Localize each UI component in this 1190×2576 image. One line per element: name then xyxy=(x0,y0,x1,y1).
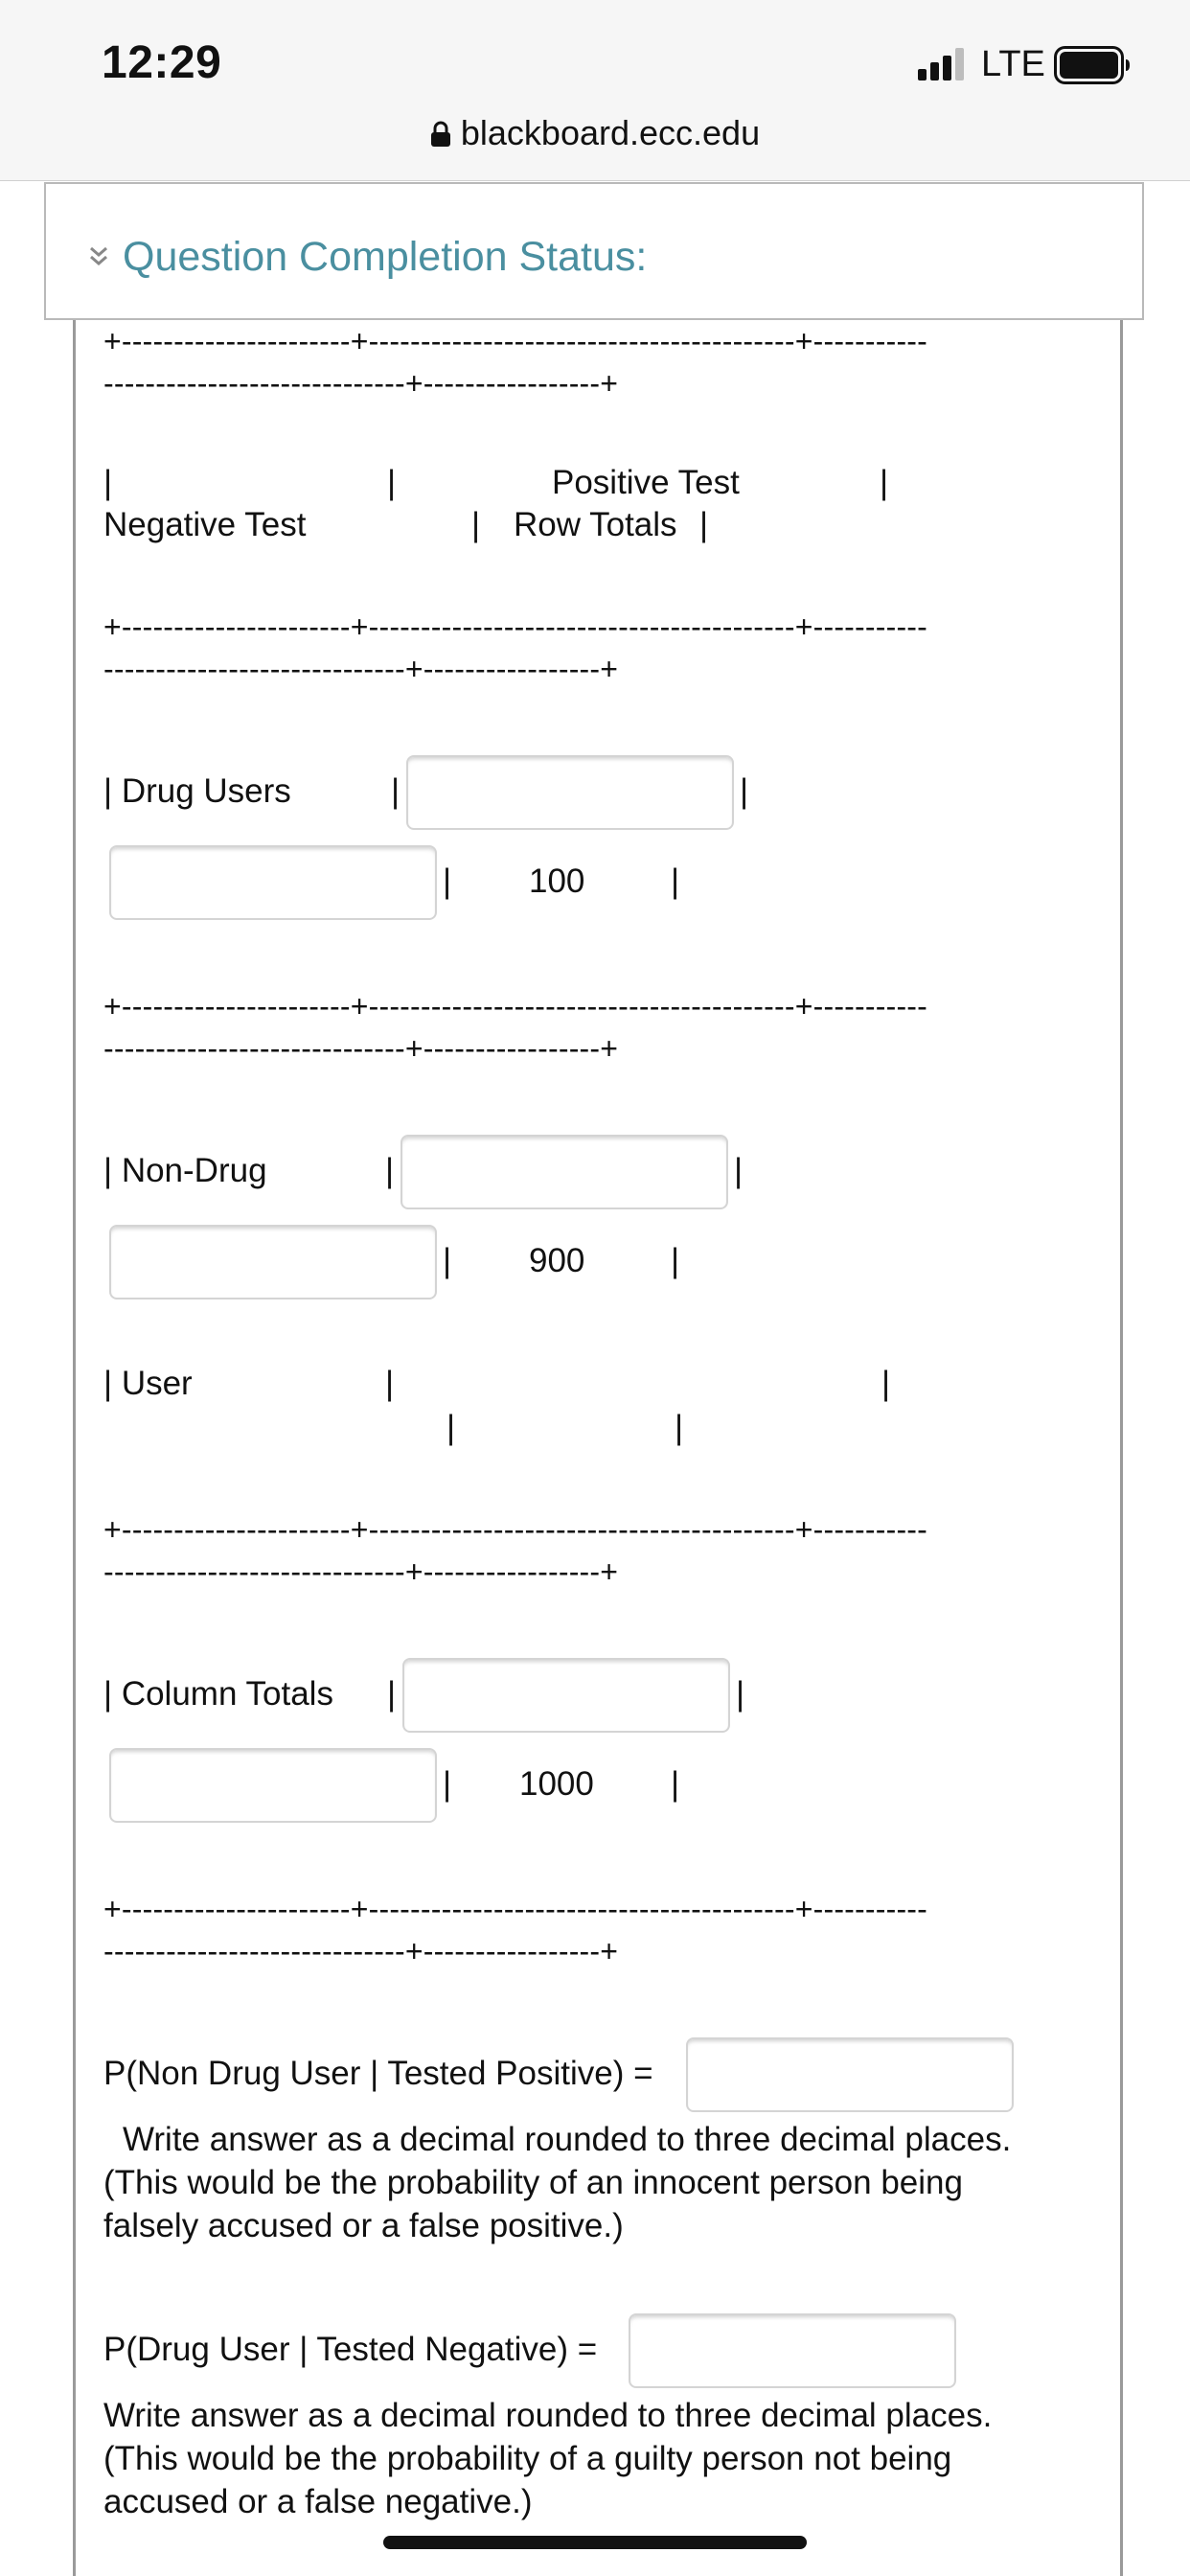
address-bar[interactable] xyxy=(0,113,1190,153)
table-pipe: | xyxy=(736,1675,745,1713)
table-pipe: | xyxy=(387,1675,397,1713)
table-pipe: | xyxy=(671,862,680,900)
q1-label: P(Non Drug User | Tested Positive) = xyxy=(103,2055,653,2092)
network-type: LTE xyxy=(981,44,1045,84)
table-pipe: | xyxy=(385,1365,395,1402)
table-pipe: | xyxy=(471,506,481,543)
table-pipe: | xyxy=(880,464,889,501)
table-separator: +----------------------+-----------------------------------------+----------- xyxy=(103,1892,928,1926)
table-pipe: | xyxy=(103,464,113,501)
q2-instruction: Write answer as a decimal rounded to three decimal places. (This would be the probability of a guilty person not being accused or a false negative.) xyxy=(103,2397,993,2520)
table-pipe: | xyxy=(443,1765,452,1803)
column-totals-grand-total: 1000 xyxy=(519,1765,594,1803)
table-pipe: | xyxy=(385,1152,395,1189)
table-pipe: | xyxy=(675,1409,684,1446)
completion-status-title[interactable]: Question Completion Status: xyxy=(123,234,648,280)
table-pipe: | xyxy=(387,464,397,501)
table-separator: +----------------------+-----------------------------------------+----------- xyxy=(103,1512,928,1547)
url-text: blackboard.ecc.edu xyxy=(460,113,761,152)
table-pipe: | xyxy=(734,1152,744,1189)
row-label-non-drug: | Non-Drug xyxy=(103,1152,267,1189)
drug-users-positive-input[interactable] xyxy=(406,755,734,830)
non-drug-negative-input[interactable] xyxy=(109,1225,437,1300)
q1-instruction: Write answer as a decimal rounded to three decimal places. (This would be the probability of an innocent person being falsely accused or a false positive.) xyxy=(103,2121,1012,2244)
table-pipe: | xyxy=(443,862,452,900)
table-separator: -----------------------------+-----------------+ xyxy=(103,1031,619,1066)
table-separator: -----------------------------+-----------------+ xyxy=(103,366,619,401)
table-pipe: | xyxy=(443,1242,452,1279)
row-label-column-totals: | Column Totals xyxy=(103,1675,333,1713)
q1-answer-input[interactable] xyxy=(686,2037,1014,2112)
column-totals-positive-input[interactable] xyxy=(402,1658,730,1733)
battery-icon xyxy=(1054,46,1131,84)
header-negative-test: Negative Test xyxy=(103,506,307,543)
double-chevron-down-icon[interactable] xyxy=(88,245,109,268)
cellular-signal-icon xyxy=(918,48,968,80)
non-drug-positive-input[interactable] xyxy=(400,1135,728,1209)
table-pipe: | xyxy=(699,506,709,543)
ios-status-bar xyxy=(0,0,1190,181)
row-label-drug-users: | Drug Users xyxy=(103,772,291,810)
q2-label: P(Drug User | Tested Negative) = xyxy=(103,2331,598,2368)
table-separator: -----------------------------+-----------------+ xyxy=(103,1554,619,1589)
table-separator: -----------------------------+-----------------+ xyxy=(103,652,619,686)
table-separator: +----------------------+-----------------------------------------+----------- xyxy=(103,610,928,644)
table-pipe: | xyxy=(881,1365,891,1402)
lock-icon xyxy=(430,121,451,148)
table-separator: +----------------------+-----------------------------------------+----------- xyxy=(103,989,928,1024)
table-pipe: | xyxy=(740,772,749,810)
home-indicator[interactable] xyxy=(383,2536,807,2549)
table-pipe: | xyxy=(671,1765,680,1803)
clock-time: 12:29 xyxy=(102,37,222,88)
drug-users-row-total: 100 xyxy=(529,862,585,900)
table-pipe: | xyxy=(446,1409,456,1446)
non-drug-row-total: 900 xyxy=(529,1242,585,1279)
header-row-totals: Row Totals xyxy=(514,506,677,543)
row-label-user: | User xyxy=(103,1365,193,1402)
table-pipe: | xyxy=(391,772,400,810)
column-totals-negative-input[interactable] xyxy=(109,1748,437,1823)
q2-answer-input[interactable] xyxy=(629,2313,956,2388)
table-separator: +----------------------+-----------------------------------------+----------- xyxy=(103,324,928,358)
table-separator: -----------------------------+-----------------+ xyxy=(103,1934,619,1968)
drug-users-negative-input[interactable] xyxy=(109,845,437,920)
header-positive-test: Positive Test xyxy=(552,464,740,501)
table-pipe: | xyxy=(671,1242,680,1279)
